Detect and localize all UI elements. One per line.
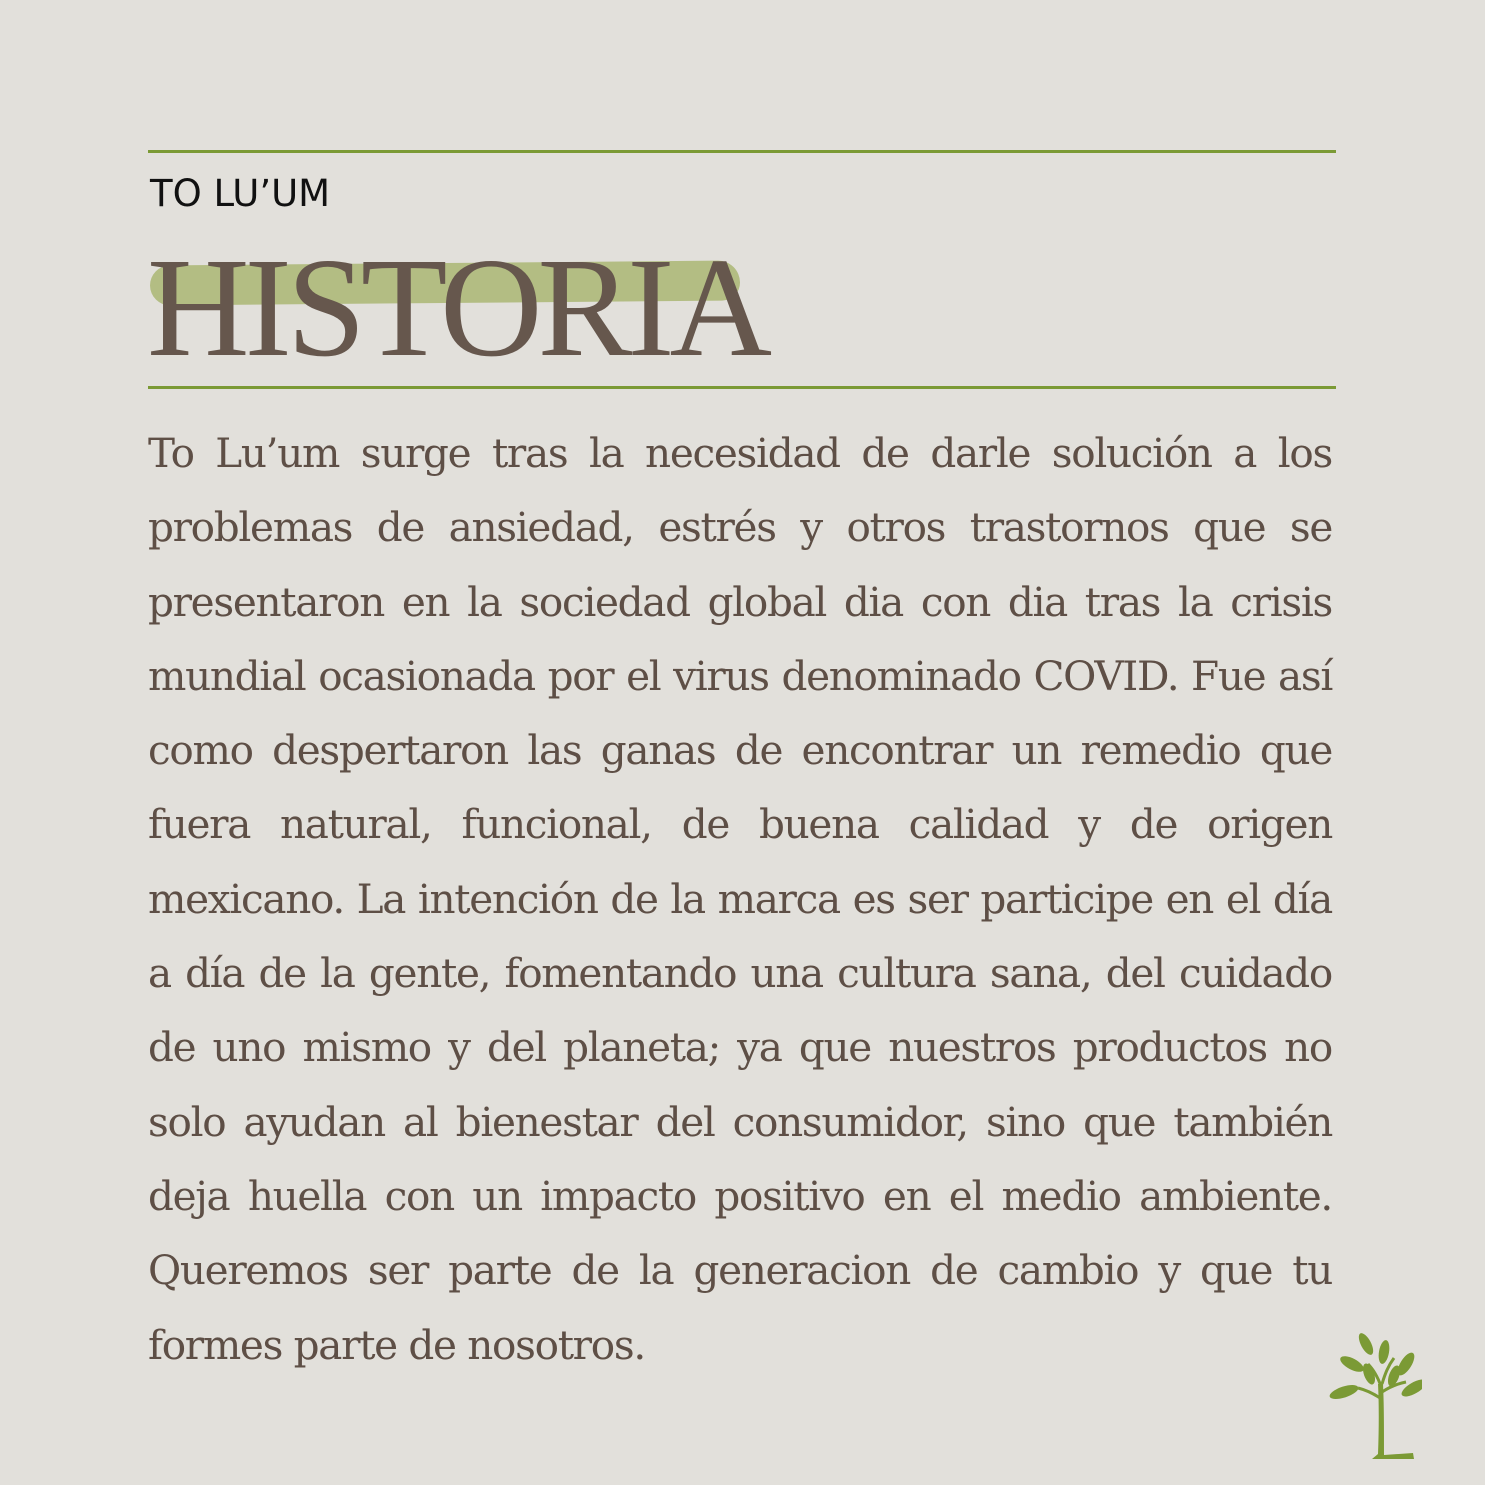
top-divider xyxy=(148,150,1336,153)
page-title: HISTORIA xyxy=(147,228,768,386)
bottom-divider xyxy=(148,386,1336,389)
history-paragraph: To Lu’um surge tras la necesidad de darle solución a los problemas de ansiedad, estrés y otros trastornos que se presentaron en la sociedad global dia con dia tras la crisis mundial ocasionada por el virus denominado COVID. Fue así como despertaron las ganas de encontrar un remedio que fuera natural, funcional, de buena calidad y de origen mexicano. La intención de la marca es ser participe en el día a día de la gente, fomentando una cultura sana, del cuidado de uno mismo y del planeta; ya que nuestros productos no solo ayudan al bienestar del consumidor, sino que también deja huella con un impacto positivo en el medio ambiente. Queremos ser parte de la generacion de cambio y que tu formes parte de nosotros. xyxy=(148,429,1332,1369)
tree-l-logo-icon xyxy=(1322,1328,1422,1464)
brand-name: TO LU’UM xyxy=(150,172,331,215)
